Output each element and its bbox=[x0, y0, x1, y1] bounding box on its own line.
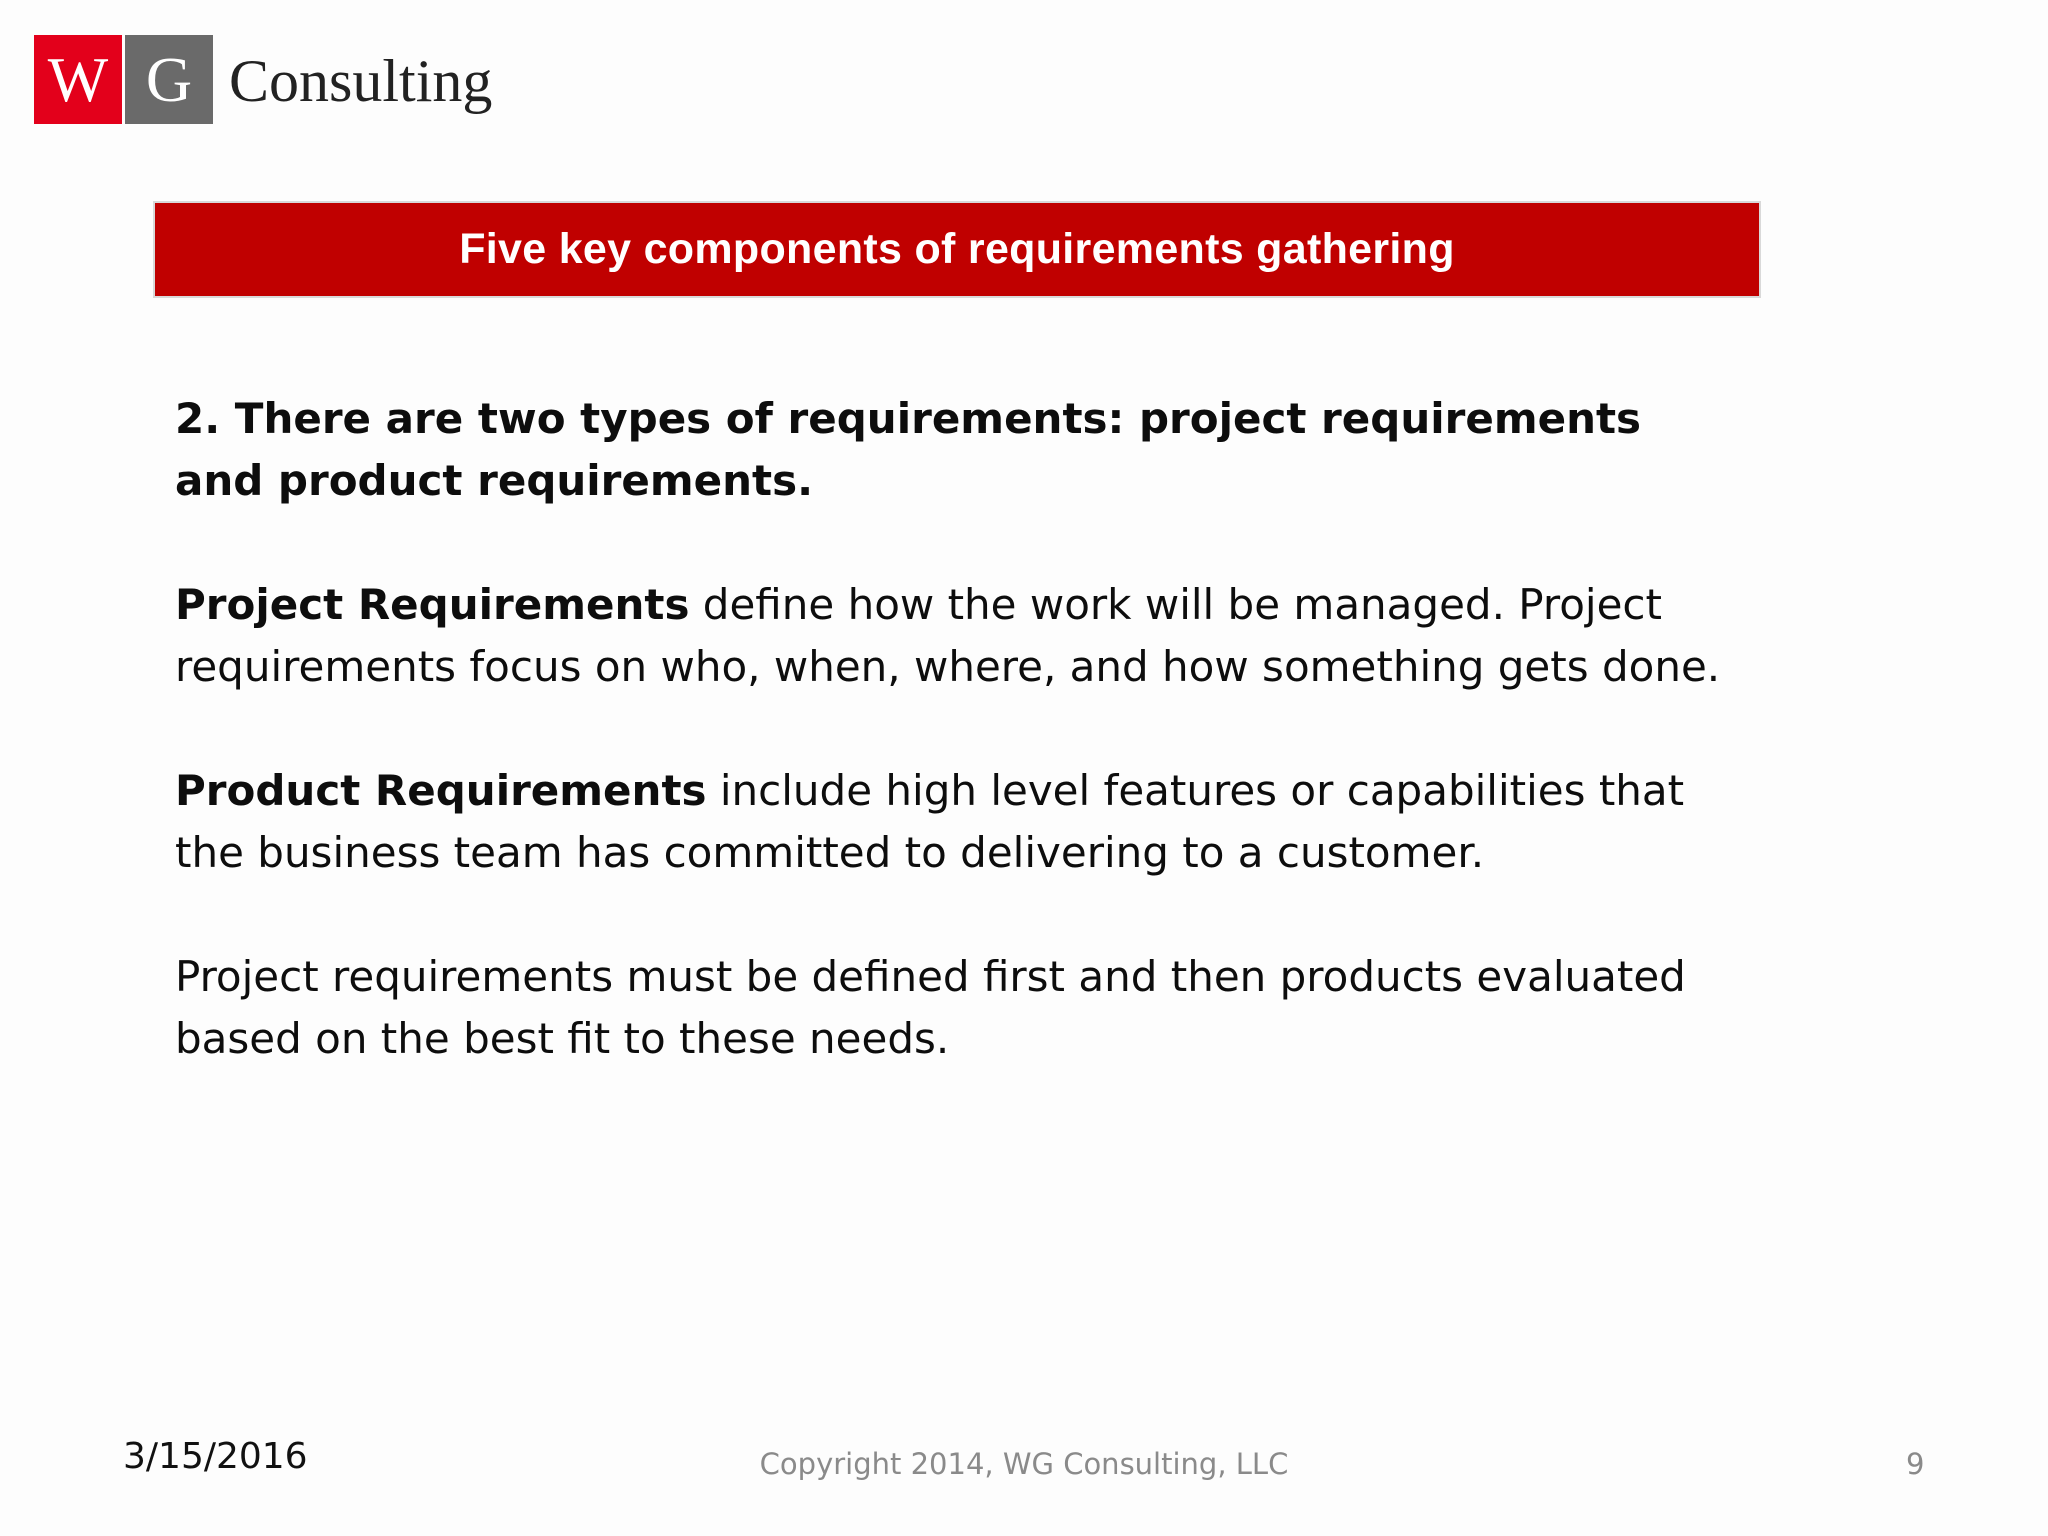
logo-letter-w: W bbox=[47, 43, 109, 115]
slide-body bbox=[175, 388, 1735, 1132]
footer-date: 3/15/2016 bbox=[123, 1436, 308, 1477]
project-requirements-text: define how the work will be managed. Project requirements focus on who, when, where, and how something gets done. bbox=[175, 580, 1721, 691]
project-requirements-term: Project Requirements bbox=[175, 580, 690, 629]
product-requirements-text: include high level features or capabilities that the business team has committed to delivering to a customer. bbox=[175, 766, 1685, 877]
slide-title: Five key components of requirements gathering bbox=[459, 225, 1455, 273]
company-logo bbox=[34, 35, 492, 124]
logo-text: Consulting bbox=[229, 47, 493, 114]
logo-w-box bbox=[34, 35, 122, 124]
section-heading: 2. There are two types of requirements: project requirements and product requirements. bbox=[175, 394, 1642, 505]
product-requirements-term: Product Requirements bbox=[175, 766, 707, 815]
product-requirements-paragraph bbox=[175, 760, 1735, 884]
page-number: 9 bbox=[1906, 1447, 1925, 1481]
closing-paragraph: Project requirements must be defined first and then products evaluated based on the best fit to these needs. bbox=[175, 952, 1686, 1063]
title-banner bbox=[153, 201, 1761, 298]
project-requirements-paragraph bbox=[175, 574, 1735, 698]
logo-g-box bbox=[125, 35, 213, 124]
logo-letter-g: G bbox=[145, 43, 193, 115]
footer-copyright: Copyright 2014, WG Consulting, LLC bbox=[759, 1447, 1289, 1481]
